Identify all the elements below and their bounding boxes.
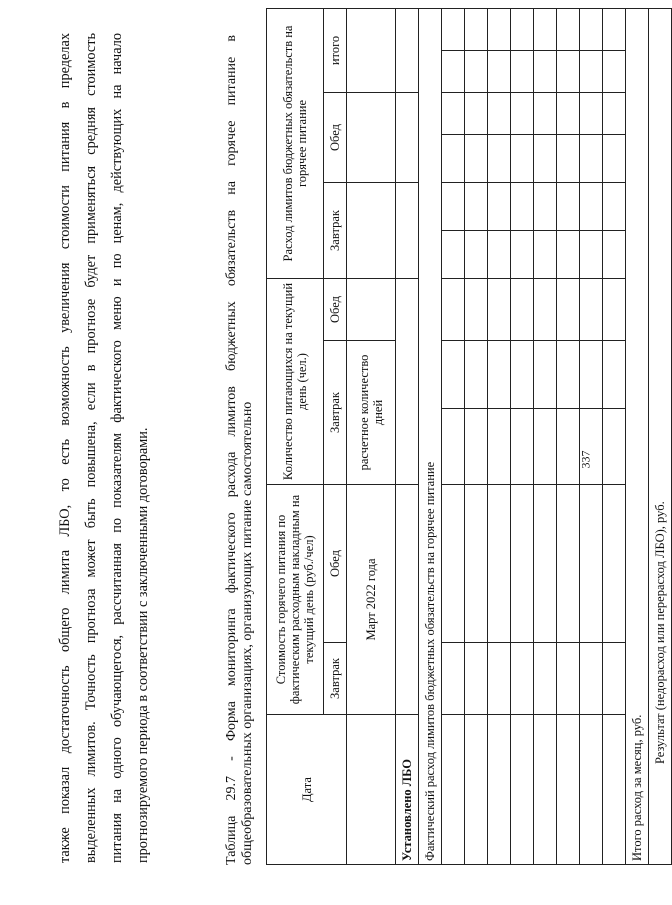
table-cell [396, 8, 419, 92]
table-cell [347, 715, 396, 865]
row-total: Итого расход за месяц, руб. [626, 8, 649, 864]
table-row [534, 8, 557, 864]
table-cell [347, 93, 396, 183]
sub-lunch-count: Обед [324, 279, 347, 341]
paragraph-line: также показал достаточность общего лимита ЛБО, то есть возможность увеличения стоимости питания в пределах [57, 33, 73, 863]
header-spend: Расход лимитов бюджетных обязательств на горячее питание [267, 8, 324, 278]
row-established: Установлено ЛБО [396, 715, 419, 865]
table-row [419, 8, 442, 864]
table-row [442, 8, 465, 864]
table-cell [396, 93, 419, 183]
table-cell [347, 279, 396, 341]
sub-breakfast-count: Завтрак [324, 341, 347, 485]
table-row [396, 8, 419, 864]
caption-line: общеобразовательных организациях, организующих питание самостоятельно [240, 401, 255, 865]
table-cell [396, 183, 419, 279]
row-result: Результат (недорасход или перерасход ЛБО), руб. [649, 8, 672, 864]
sub-total-spend: итого [324, 8, 347, 92]
body-paragraph [52, 33, 156, 863]
table-row [649, 8, 672, 864]
header-count: Количество питающихся на текущий день (чел.) [267, 279, 324, 485]
header-date: Дата [267, 715, 347, 865]
period-label: Март 2022 года [347, 485, 396, 715]
sub-breakfast-spend: Завтрак [324, 183, 347, 279]
monitoring-table [266, 8, 672, 865]
paragraph-line: прогнозируемого периода в соответствии с заключенными договорами. [135, 427, 151, 863]
caption-line: Таблица 29.7 - Форма мониторинга фактического расхода лимитов бюджетных обязательств на горячее питание в [224, 35, 239, 865]
table-row [580, 8, 603, 864]
table-cell [396, 485, 419, 715]
table-row [626, 8, 649, 864]
page-number: 337 [578, 450, 593, 469]
sub-lunch-spend: Обед [324, 93, 347, 183]
paragraph-line: выделенных лимитов. Точность прогноза может быть повышена, если в прогнозе будет применяться средняя стоимость [83, 33, 99, 863]
sub-lunch-cost: Обед [324, 485, 347, 643]
days-label: расчетное количество дней [347, 341, 396, 485]
table-row [488, 8, 511, 864]
table-row [603, 8, 626, 864]
table-row [557, 8, 580, 864]
table-caption [224, 35, 256, 865]
table-header-row [267, 8, 324, 864]
table-row [347, 8, 396, 864]
table-cell [347, 183, 396, 279]
table-cell [347, 8, 396, 92]
table-row [465, 8, 488, 864]
paragraph-line: питания на одного обучающегося, рассчитанная по показателям фактического меню и по ценам, действующих на начало [109, 33, 125, 863]
table-row [511, 8, 534, 864]
table-cell [396, 279, 419, 485]
header-cost: Стоимость горячего питания по фактическим расходным накладным на текущий день (руб./чел) [267, 485, 324, 715]
row-actual: Фактический расход лимитов бюджетных обязательств на горячее питание [419, 8, 442, 864]
sub-breakfast-cost: Завтрак [324, 643, 347, 715]
